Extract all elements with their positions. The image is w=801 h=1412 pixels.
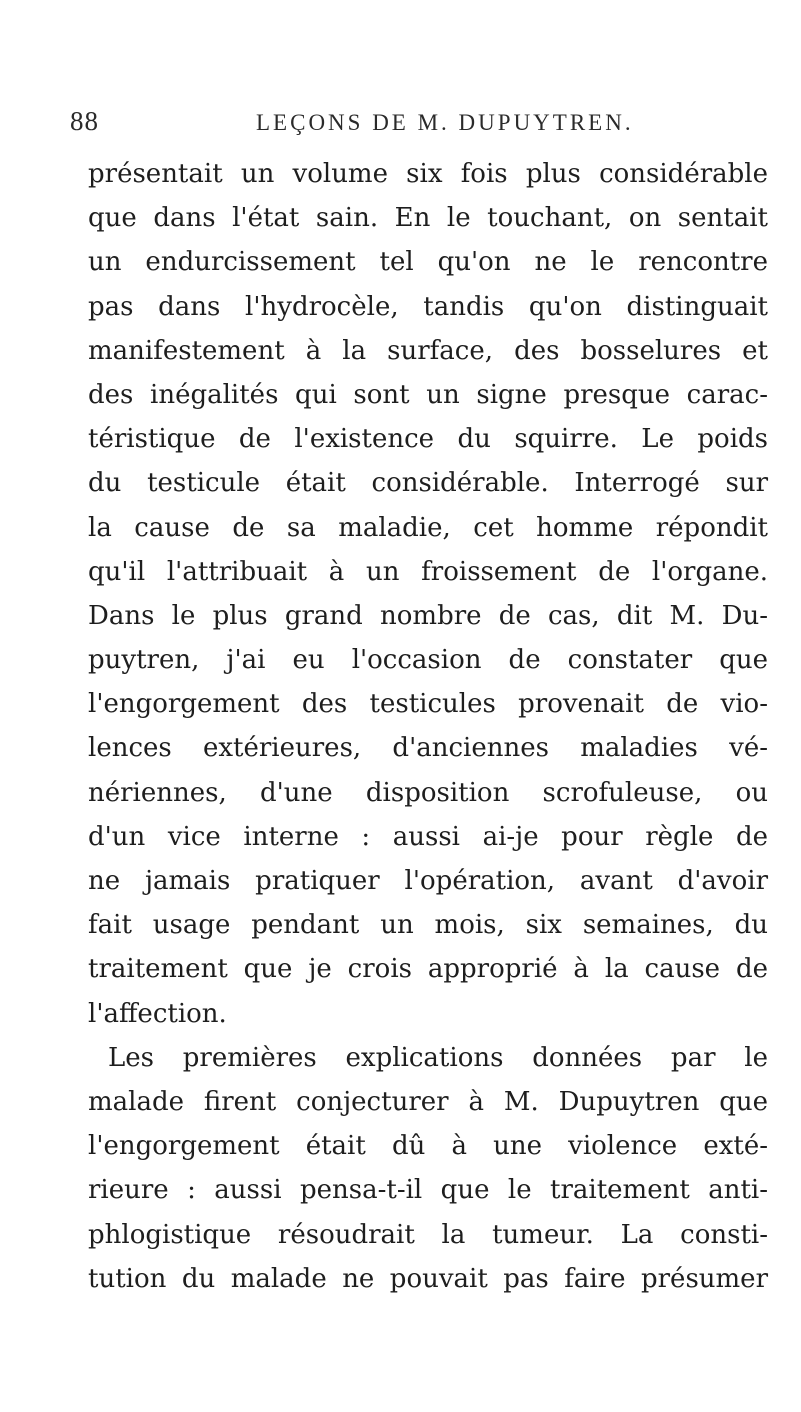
text-line: lences extérieures, d'anciennes maladies vé- [88,733,768,764]
text-line: phlogistique résoudrait la tumeur. La consti- [88,1219,768,1250]
text-line: tution du malade ne pouvait pas faire présumer [88,1263,768,1294]
text-line: des inégalités qui sont un signe presque carac- [88,379,768,410]
text-line: malade firent conjecturer à M. Dupuytren que [88,1086,768,1117]
text-line: fait usage pendant un mois, six semaines, du [88,910,768,941]
text-line: l'engorgement des testicules provenait de vio- [88,689,768,720]
text-line: ne jamais pratiquer l'opération, avant d'avoir [88,866,768,896]
text-line: rieure : aussi pensa-t-il que le traitement anti- [88,1175,768,1206]
text-line: nériennes, d'une disposition scrofuleuse, ou [88,777,768,808]
text-line: traitement que je crois approprié à la cause de [88,954,768,985]
text-line: un endurcissement tel qu'on ne le rencontre [88,247,768,278]
text-line: que dans l'état sain. En le touchant, on sentait [88,203,768,234]
text-line: d'un vice interne : aussi ai-je pour règle de [88,821,768,852]
running-title: LEÇONS DE M. DUPUYTREN. [256,110,634,135]
body-text [88,152,768,1301]
text-line: l'affection. [88,998,227,1029]
text-line: Dans le plus grand nombre de cas, dit M. Du- [88,600,768,631]
text-line: présentait un volume six fois plus considérable [88,159,768,189]
text-line: pas dans l'hydrocèle, tandis qu'on distinguait [88,291,768,322]
text-line: manifestement à la surface, des bosselures et [88,335,768,366]
text-line: téristique de l'existence du squirre. Le poids [88,424,768,455]
text-line: puytren, j'ai eu l'occasion de constater que [88,645,768,676]
page-number: 88 [70,106,99,136]
text-line: Les premières explications données par le [108,1042,768,1073]
running-head [0,106,801,142]
text-line: l'engorgement était dû à une violence exté- [88,1131,768,1162]
text-line: la cause de sa maladie, cet homme répondit [88,512,768,543]
text-line: du testicule était considérable. Interrogé sur [88,468,768,499]
text-line: qu'il l'attribuait à un froissement de l'organe. [88,556,768,587]
